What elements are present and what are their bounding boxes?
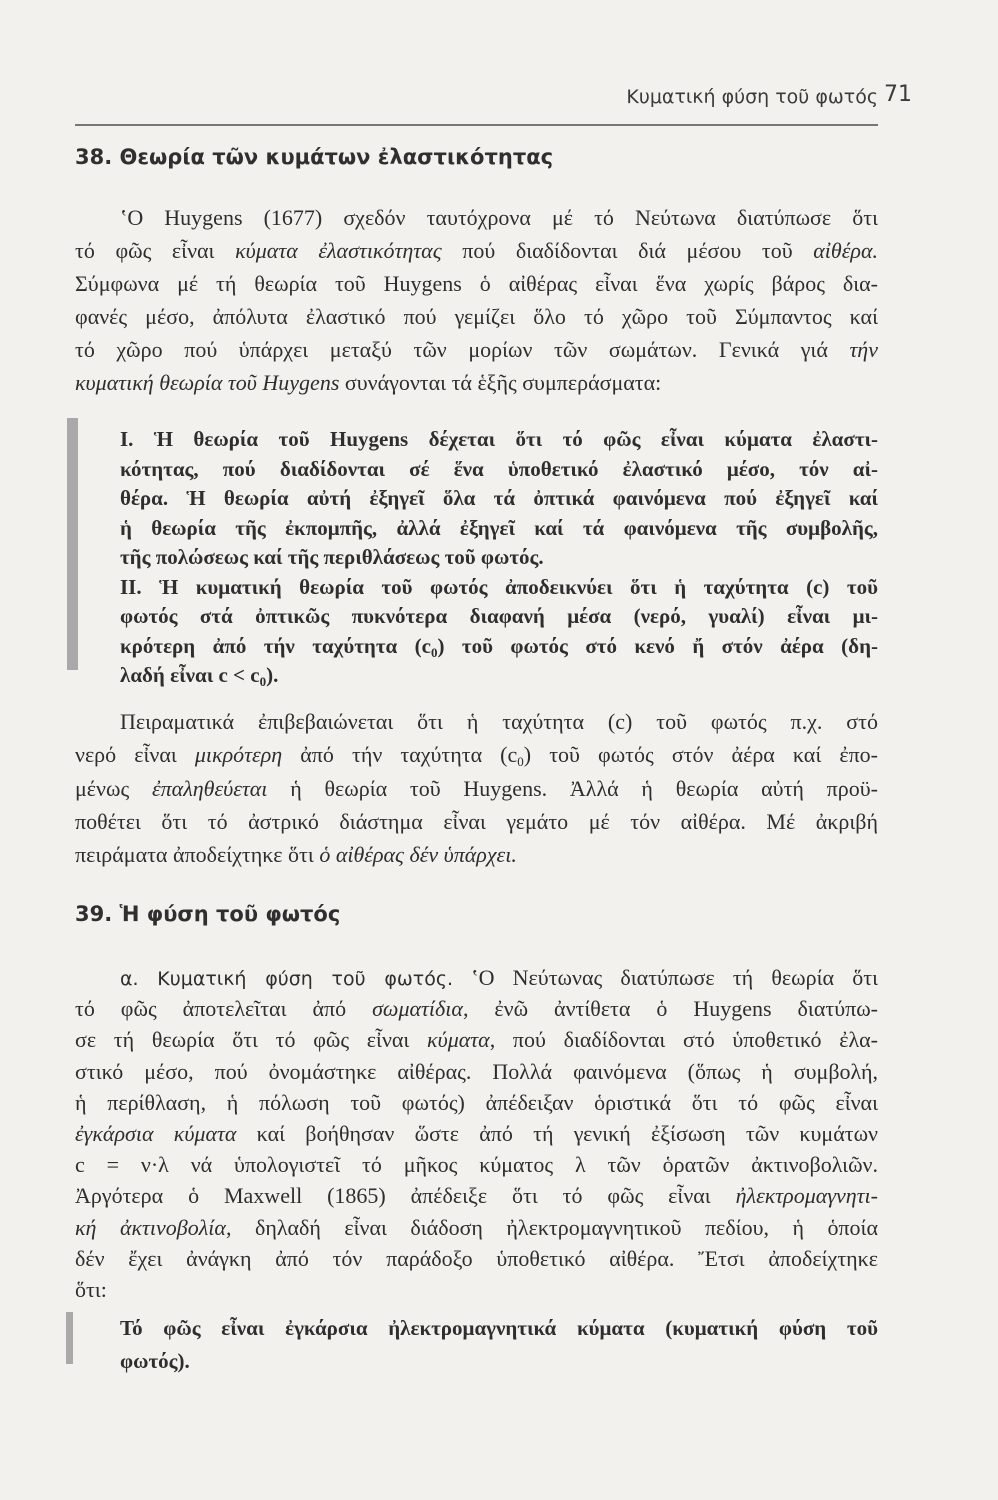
text: ἡ θεωρία τοῦ Huygens. Ἀλλά ἡ θεωρία αὐτή προϋ- <box>267 775 878 801</box>
text-line <box>120 573 878 603</box>
text: ʽΟ Νεύτωνας διατύπωσε τή θεωρία ὅτι <box>453 965 878 990</box>
text-line <box>75 1180 878 1211</box>
text: κρότερη ἀπό τήν ταχύτητα (c <box>120 633 431 658</box>
text: δέν ἔχει ἀνάγκη ἀπό τόν παράδοξο ὑποθετικό αἰθέρα. Ἔτσι ἀποδείχτηκε <box>75 1245 878 1271</box>
text-line <box>75 1056 878 1087</box>
text-line <box>120 661 878 691</box>
text: κότητας, πού διαδίδονται σέ ἕνα ὑποθετικό ἐλαστικό μέσο, τόν αἰ- <box>120 456 878 481</box>
text-line <box>75 1243 878 1274</box>
italic-text: κύματα <box>427 1027 490 1053</box>
text-line <box>75 333 878 366</box>
subscript: 0 <box>430 644 438 660</box>
italic-text: ὁ αἰθέρας δέν ὑπάρχει. <box>319 842 517 868</box>
text-line <box>120 484 878 514</box>
text: c = ν·λ νά ὑπολογιστεῖ τό μῆκος κύματος λ τῶν ὁρατῶν ἀκτινοβολιῶν. <box>75 1152 878 1178</box>
header-rule <box>75 124 878 126</box>
section-38-conclusions <box>120 425 878 691</box>
text-line <box>75 705 878 738</box>
section-38-heading: 38. Θεωρία τῶν κυμάτων ἐλαστικότητας <box>75 145 554 169</box>
text: , δηλαδή εἶναι διάδοση ἠλεκτρομαγνητικοῦ πεδίου, ἡ ὁποία <box>225 1214 878 1240</box>
text: Ἀργότερα ὁ Maxwell (1865) ἀπέδειξε ὅτι τό φῶς εἶναι <box>75 1183 736 1209</box>
text: ). <box>266 663 279 687</box>
text-line <box>120 514 878 544</box>
text: θέρα. Ἡ θεωρία αὐτή ἐξηγεῖ ὅλα τά ὀπτικά φαινόμενα πού ἐξηγεῖ καί <box>120 486 878 510</box>
text: νερό εἶναι <box>75 742 195 768</box>
text-line <box>75 1087 878 1118</box>
text: τό φῶς ἀποτελεῖται ἀπό <box>75 996 373 1022</box>
page-number: 71 <box>884 82 912 107</box>
text: II. Ἡ κυματική θεωρία τοῦ φωτός ἀποδεικνύει ὅτι ἡ ταχύτητα (c) τοῦ <box>120 574 878 599</box>
text-line <box>75 738 878 771</box>
italic-text: μικρότερη <box>194 742 283 768</box>
text-line <box>120 1312 878 1345</box>
text-line <box>75 366 878 399</box>
run-in-heading: α. Κυματική φύση τοῦ φωτός. <box>120 968 454 990</box>
text: Τό φῶς εἶναι ἐγκάρσια ἠλεκτρομαγνητικά κύματα (κυματική φύση τοῦ <box>120 1316 878 1340</box>
text: φωτός). <box>120 1349 190 1373</box>
italic-text: κύματα ἐλαστικότητας <box>235 238 442 263</box>
text-line <box>120 1345 878 1378</box>
text: ἡ περίθλαση, ἡ πόλωση τοῦ φωτός) ἀπέδειξαν ὁριστικά ὅτι τό φῶς εἶναι <box>75 1089 878 1115</box>
text: ποθέτει ὅτι τό ἀστρικό διάστημα εἶναι γεμάτο μέ τόν αἰθέρα. Μέ ἀκριβή <box>75 808 878 834</box>
text: τό χῶρο πού ὑπάρχει μεταξύ τῶν μορίων τῶν σωμάτων. Γενικά γιά <box>75 337 850 362</box>
section-38-paragraph <box>75 201 878 399</box>
italic-text: κή ἀκτινοβολία <box>75 1214 226 1240</box>
text: πού διαδίδονται διά μέσου τοῦ <box>441 238 814 263</box>
italic-text: αἰθέρα. <box>813 238 878 263</box>
italic-text: κυματική θεωρία τοῦ Huygens <box>75 370 340 395</box>
text: καί βοήθησαν ὥστε ἀπό τή γενική ἐξίσωση τῶν κυμάτων <box>236 1120 879 1146</box>
text: , ἐνῶ ἀντίθετα ὁ Huygens διατύπω- <box>462 996 879 1022</box>
text: σε τή θεωρία ὅτι τό φῶς εἶναι <box>75 1027 428 1053</box>
text-line <box>75 993 878 1024</box>
text-line <box>75 267 878 300</box>
text: ἡ θεωρία τῆς ἐκπομπῆς, ἀλλά ἐξηγεῖ καί τά φαινόμενα τῆς συμβολῆς, <box>120 515 878 540</box>
subscript: 0 <box>517 754 524 770</box>
italic-text: ἐπαληθεύεται <box>151 775 268 801</box>
text: ʽΟ Huygens (1677) σχεδόν ταυτόχρονα μέ τό Νεύτωνα διατύπωσε ὅτι <box>120 205 878 230</box>
text-line <box>120 425 878 455</box>
running-head-title: Κυματική φύση τοῦ φωτός <box>626 86 878 108</box>
text-line <box>75 1024 878 1055</box>
text: Πειραματικά ἐπιβεβαιώνεται ὅτι ἡ ταχύτητα (c) τοῦ φωτός π.χ. στό <box>120 709 878 734</box>
text-line <box>120 632 878 662</box>
text: λαδή εἶναι c < c <box>120 663 260 687</box>
text-line <box>75 1212 878 1243</box>
text: τῆς πολώσεως καί τῆς περιθλάσεως τοῦ φωτός. <box>120 545 544 569</box>
text: πειράματα ἀποδείχτηκε ὅτι <box>75 842 320 868</box>
section-39-conclusion <box>120 1312 878 1378</box>
subscript: 0 <box>259 674 267 689</box>
text: φανές μέσο, ἀπόλυτα ἐλαστικό πού γεμίζει ὅλο τό χῶρο τοῦ Σύμπαντος καί <box>75 304 878 329</box>
text-line <box>75 300 878 333</box>
text-line <box>120 455 878 485</box>
text-line <box>75 772 878 805</box>
italic-text: ἐγκάρσια κύματα <box>75 1120 237 1146</box>
text: I. Ἡ θεωρία τοῦ Huygens δέχεται ὅτι τό φῶς εἶναι κύματα ἐλαστι- <box>120 427 878 451</box>
text: Σύμφωνα μέ τή θεωρία τοῦ Huygens ὁ αἰθέρας εἶναι ἕνα χωρίς βάρος δια- <box>75 271 878 296</box>
text-line <box>120 602 878 632</box>
text-line <box>120 543 878 573</box>
text: , πού διαδίδονται στό ὑποθετικό ἐλα- <box>489 1027 878 1053</box>
text: φωτός στά ὀπτικῶς πυκνότερα διαφανή μέσα (νερό, γυαλί) εἶναι μι- <box>120 604 878 628</box>
text: συνάγονται τά ἑξῆς συμπεράσματα: <box>339 370 662 395</box>
text: στικό μέσο, πού ὀνομάστηκε αἰθέρας. Πολλά φαινόμενα (ὅπως ἡ συμβολή, <box>75 1058 878 1084</box>
text-line <box>75 201 878 234</box>
text-line <box>75 1118 878 1149</box>
text-line <box>75 962 878 993</box>
text: τό φῶς εἶναι <box>75 238 236 263</box>
text: ὅτι: <box>75 1276 107 1302</box>
highlight-bar <box>67 418 78 670</box>
text-line <box>75 838 878 871</box>
text-line <box>75 1274 878 1305</box>
text: ἀπό τήν ταχύτητα (c <box>282 742 518 768</box>
italic-text: σωματίδια <box>372 996 463 1022</box>
highlight-bar <box>66 1312 73 1364</box>
section-38-paragraph-2 <box>75 705 878 871</box>
text-line <box>75 234 878 267</box>
section-39-heading: 39. Ἡ φύση τοῦ φωτός <box>75 902 341 926</box>
text: μένως <box>75 775 152 801</box>
italic-text: ἠλεκτρομαγνητι- <box>735 1183 878 1209</box>
text: ) τοῦ φωτός στόν ἀέρα καί ἐπο- <box>523 742 878 768</box>
section-39-paragraph <box>75 962 878 1305</box>
italic-text: τήν <box>849 337 878 362</box>
text: ) τοῦ φωτός στό κενό ἤ στόν ἀέρα (δη- <box>437 633 878 658</box>
text-line <box>75 805 878 838</box>
text-line <box>75 1149 878 1180</box>
